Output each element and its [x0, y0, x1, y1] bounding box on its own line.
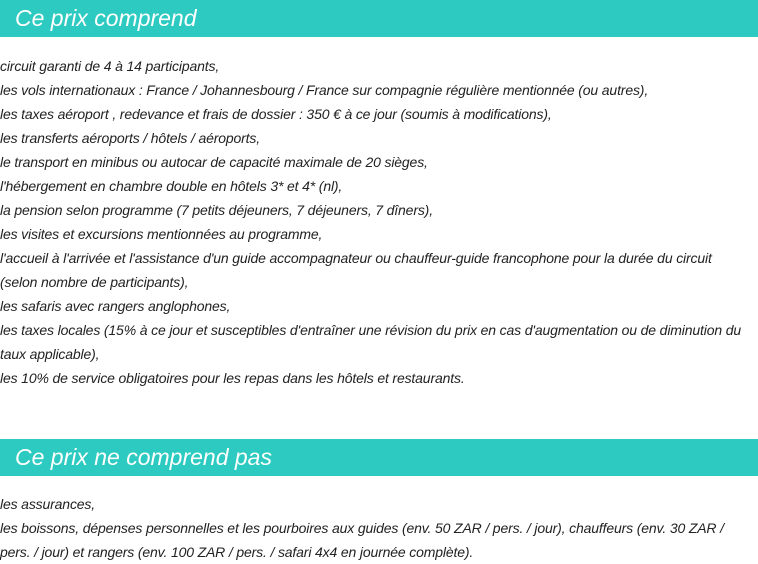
list-item: les assurances, [0, 496, 96, 512]
list-item: les boissons, dépenses personnelles et les pourboires aux guides (env. 50 ZAR / pers. / jour), chauffeurs (env. 30 ZAR / pers. / jour) et rangers (env. 100 ZAR / pers. / safari 4x4 en journée complète). [0, 520, 724, 560]
includes-title: Ce prix comprend [15, 5, 197, 31]
list-item: les visites et excursions mentionnées au programme, [0, 226, 323, 242]
includes-section-header [0, 0, 758, 37]
list-item: les taxes aéroport , redevance et frais de dossier : 350 € à ce jour (soumis à modifications), [0, 106, 552, 122]
list-item: les safaris avec rangers anglophones, [0, 298, 231, 314]
includes-list [0, 54, 752, 390]
list-item: l'hébergement en chambre double en hôtels 3* et 4* (nl), [0, 178, 343, 194]
list-item: les 10% de service obligatoires pour les repas dans les hôtels et restaurants. [0, 370, 465, 386]
excludes-title: Ce prix ne comprend pas [15, 444, 272, 470]
list-item: le transport en minibus ou autocar de capacité maximale de 20 sièges, [0, 154, 428, 170]
list-item: les transferts aéroports / hôtels / aéroports, [0, 130, 261, 146]
list-item: la pension selon programme (7 petits déjeuners, 7 déjeuners, 7 dîners), [0, 202, 433, 218]
list-item: circuit garanti de 4 à 14 participants, [0, 58, 220, 74]
list-item: l'accueil à l'arrivée et l'assistance d'un guide accompagnateur ou chauffeur-guide francophone pour la durée du circuit (selon nombre de participants), [0, 250, 712, 290]
list-item: les vols internationaux : France / Johannesbourg / France sur compagnie régulière mentionnée (ou autres), [0, 82, 649, 98]
excludes-section-header [0, 439, 758, 476]
excludes-list [0, 492, 752, 564]
list-item: les taxes locales (15% à ce jour et susceptibles d'entraîner une révision du prix en cas d'augmentation ou de diminution du taux applicable), [0, 322, 742, 362]
